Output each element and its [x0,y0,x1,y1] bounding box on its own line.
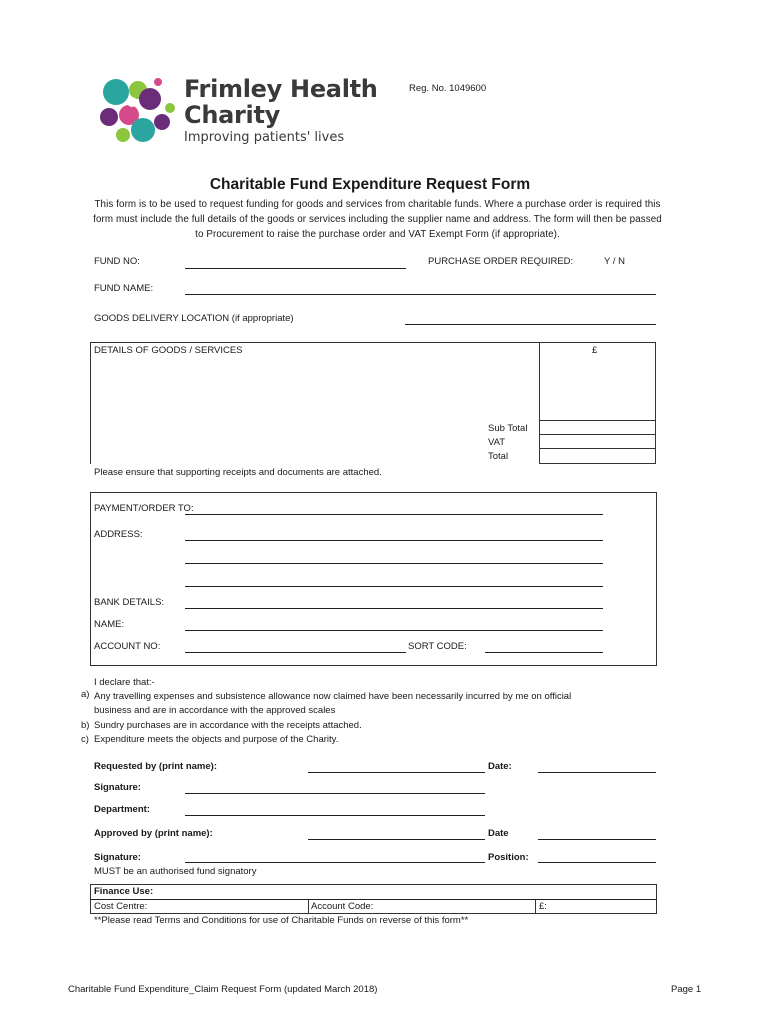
terms-note: **Please read Terms and Conditions for use of Charitable Funds on reverse of this form** [94,915,469,926]
declaration-marker-a: a) [81,689,90,700]
payment-to-label: PAYMENT/ORDER TO: [94,503,194,514]
approved-by-label: Approved by (print name): [94,828,213,839]
account-no-label: ACCOUNT NO: [94,641,161,652]
account-code-field[interactable]: Account Code: [311,901,374,912]
purchase-order-required-label: PURCHASE ORDER REQUIRED: [428,256,574,267]
reg-number: Reg. No. 1049600 [409,83,487,94]
finance-col-divider-2 [535,899,536,914]
authorised-signatory-note: MUST be an authorised fund signatory [94,866,257,877]
requested-by-label: Requested by (print name): [94,761,217,772]
position-label: Position: [488,852,529,863]
amount-header: £ [592,345,598,356]
signature1-input[interactable] [185,793,485,794]
finance-amount-field[interactable]: £: [539,901,547,912]
logo-line2: Charity [184,101,280,129]
goods-details-box[interactable] [90,342,540,464]
fund-name-input[interactable] [185,294,656,295]
approved-by-input[interactable] [308,839,485,840]
requested-by-input[interactable] [308,772,485,773]
department-input[interactable] [185,815,485,816]
declaration-intro: I declare that:- [94,677,155,688]
charity-logo [98,70,398,150]
logo-mark-icon [98,72,183,147]
subtotal-cell[interactable] [539,420,656,435]
declaration-marker-b: b) [81,720,90,731]
goods-amount-column[interactable] [539,342,656,421]
finance-divider [90,899,657,900]
date2-input[interactable] [538,839,656,840]
declaration-item-c: Expenditure meets the objects and purpose of the Charity. [94,734,339,745]
address-input-line3[interactable] [185,586,603,587]
declaration-item-a-line1: Any travelling expenses and subsistence allowance now claimed have been necessarily incurred by me on official [94,691,572,702]
fund-name-label: FUND NAME: [94,283,154,294]
intro-paragraph: This form is to be used to request funding for goods and services from charitable funds. Where a purchase order is required this form must include the full details of the goods or services including the supplier name and address. The form will then be passed to Procurement to raise the purchase order and VAT Exempt Form (if appropriate). [93,199,662,240]
declaration-item-b: Sundry purchases are in accordance with the receipts attached. [94,720,362,731]
date1-input[interactable] [538,772,656,773]
date2-label: Date [488,828,509,839]
logo-tagline: Improving patients' lives [184,130,345,145]
receipts-note: Please ensure that supporting receipts and documents are attached. [94,467,382,478]
logo-line1: Frimley Health [184,75,378,103]
bank-name-label: NAME: [94,619,125,630]
sort-code-input[interactable] [485,652,603,653]
address-input-line1[interactable] [185,540,603,541]
address-input-line2[interactable] [185,563,603,564]
date1-label: Date: [488,761,512,772]
footer-form-title: Charitable Fund Expenditure_Claim Request Form (updated March 2018) [68,984,378,995]
footer-page-number: Page 1 [671,984,702,995]
payment-to-input[interactable] [185,514,603,515]
goods-delivery-input[interactable] [405,324,656,325]
cost-centre-field[interactable]: Cost Centre: [94,901,148,912]
goods-details-header: DETAILS OF GOODS / SERVICES [94,345,243,356]
bank-details-input[interactable] [185,608,603,609]
signature1-label: Signature: [94,782,141,793]
goods-delivery-label: GOODS DELIVERY LOCATION (if appropriate) [94,313,294,324]
fund-no-label: FUND NO: [94,256,140,267]
finance-use-header: Finance Use: [94,886,154,897]
address-label: ADDRESS: [94,529,143,540]
declaration-marker-c: c) [81,734,89,745]
bank-details-label: BANK DETAILS: [94,597,165,608]
position-input[interactable] [538,862,656,863]
bank-name-input[interactable] [185,630,603,631]
sort-code-label: SORT CODE: [408,641,467,652]
total-cell[interactable] [539,448,656,464]
signature2-label: Signature: [94,852,141,863]
subtotal-label: Sub Total [488,423,528,434]
total-label: Total [488,451,509,462]
payment-box [90,492,657,666]
signature2-input[interactable] [185,862,485,863]
department-label: Department: [94,804,150,815]
account-no-input[interactable] [185,652,406,653]
yes-no-option[interactable]: Y / N [604,256,625,267]
finance-col-divider-1 [308,899,309,914]
fund-no-input[interactable] [185,268,406,269]
page-title: Charitable Fund Expenditure Request Form [209,176,531,193]
vat-label: VAT [488,437,506,448]
declaration-item-a-line2: business and are in accordance with the approved scales [94,705,336,716]
vat-cell[interactable] [539,434,656,449]
